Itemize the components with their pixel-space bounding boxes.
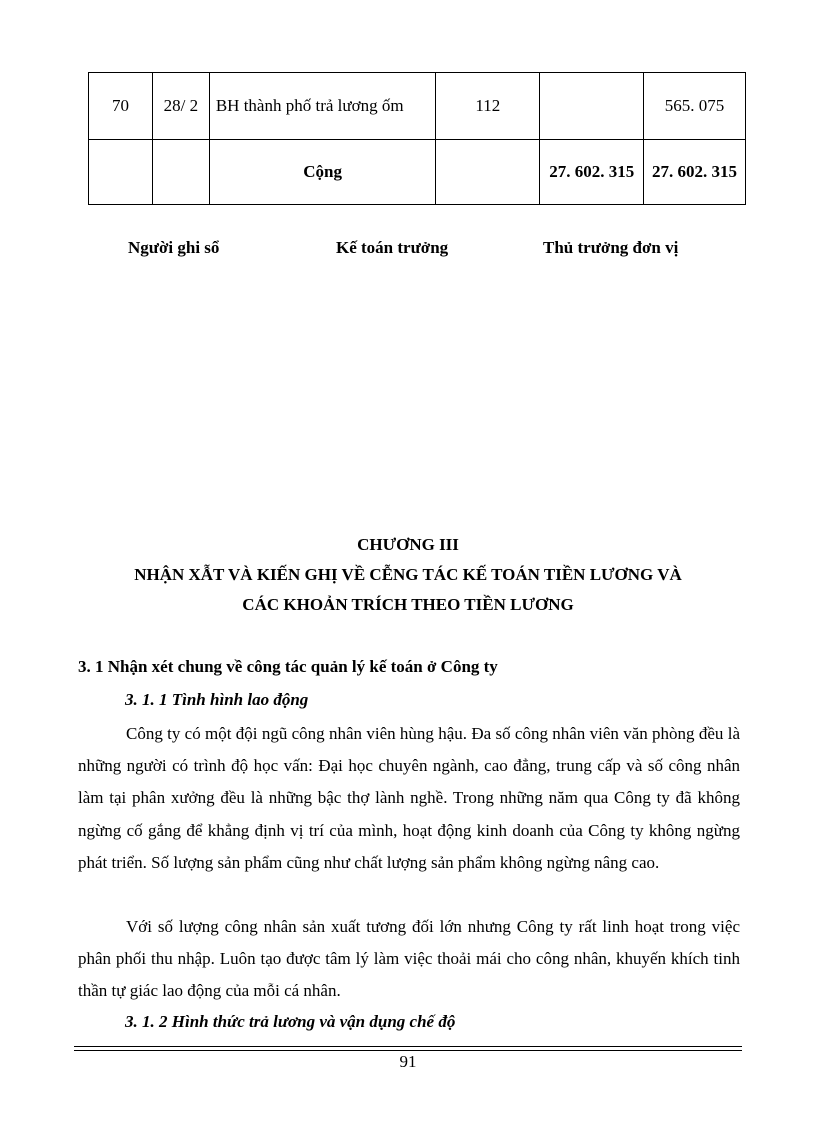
cell-credit: 565. 075 — [644, 73, 746, 140]
signature-recorder: Người ghi sổ — [128, 238, 220, 257]
section-heading: 3. 1 Nhận xét chung về công tác quản lý kế toán ở Công ty — [78, 657, 498, 676]
cell-date: 28/ 2 — [152, 73, 209, 140]
cell-account: 112 — [436, 73, 540, 140]
signature-chief-accountant: Kế toán trưởng — [336, 238, 449, 257]
chapter-heading — [0, 530, 816, 620]
cell-empty — [152, 140, 209, 205]
subsection-heading: 3. 1. 2 Hình thức trả lương và vận dụng chế độ — [125, 1012, 456, 1031]
signature-head-of-unit: Thủ trưởng đơn vị — [543, 238, 679, 257]
table-row — [89, 73, 746, 140]
cell-description: BH thành phố trả lương ốm — [209, 73, 436, 140]
total-debit: 27. 602. 315 — [540, 140, 644, 205]
footer-rule — [74, 1050, 742, 1051]
chapter-title-line-2: CÁC KHOẢN TRÍCH THEO TIỀN LƯƠNG — [242, 595, 574, 614]
cell-stt: 70 — [89, 73, 153, 140]
paragraph: Công ty có một đội ngũ công nhân viên hùng hậu. Đa số công nhân viên văn phòng đều là những người có trình độ học vấn: Đại học chuyên ngành, cao đẳng, trung cấp và số công nhân làm tại phân xưởng đều là những bậc thợ lành nghề. Trong những năm qua Công ty đã không ngừng cố gắng để khẳng định vị trí của mình, hoạt động kinh doanh của Công ty không ngừng phát triển. Số lượng sản phẩm cũng như chất lượng sản phẩm không ngừng nâng cao. — [78, 724, 740, 872]
ledger-table — [88, 72, 746, 205]
table-total-row — [89, 140, 746, 205]
cell-empty — [436, 140, 540, 205]
total-label: Cộng — [209, 140, 436, 205]
footer-rule — [74, 1046, 742, 1047]
subsection-heading: 3. 1. 1 Tình hình lao động — [125, 690, 309, 709]
cell-empty — [89, 140, 153, 205]
total-credit: 27. 602. 315 — [644, 140, 746, 205]
paragraph: Với số lượng công nhân sản xuất tương đối lớn nhưng Công ty rất linh hoạt trong việc phân phối thu nhập. Luôn tạo được tâm lý làm việc thoải mái cho công nhân, khuyến khích tinh thần tự giác lao động của mỗi cá nhân. — [78, 917, 740, 1001]
cell-debit — [540, 73, 644, 140]
page-number: 91 — [399, 1052, 417, 1071]
chapter-title-line-1: NHẬN XẪT VÀ KIẾN GHỊ VỀ CỄNG TÁC KẾ TOÁN TIỀN LƯƠNG VÀ — [134, 565, 682, 584]
chapter-number: CHƯƠNG III — [357, 535, 459, 554]
